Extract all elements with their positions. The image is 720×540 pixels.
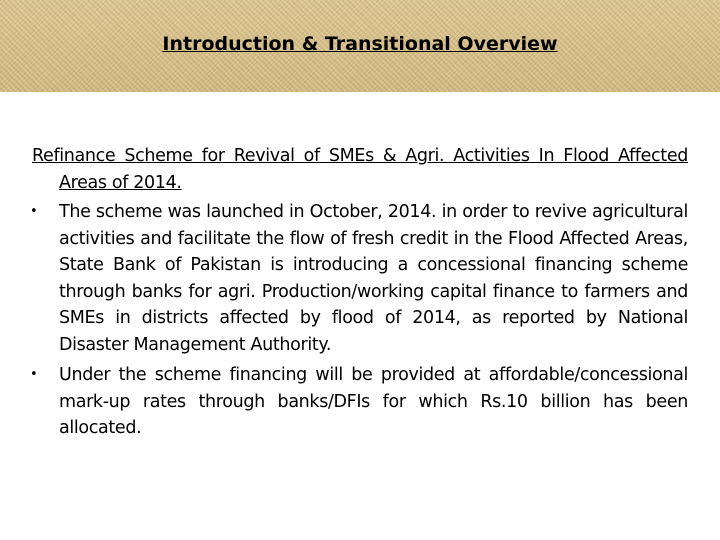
slide-body — [32, 143, 688, 446]
bullet-icon: • — [30, 204, 38, 219]
bullet-icon: • — [30, 367, 38, 382]
bullet-text: Under the scheme financing will be provided at affordable/concessional mark-up rates through banks/DFIs for which Rs.10 billion has been allocated. — [59, 365, 688, 438]
slide-title: Introduction & Transitional Overview — [162, 33, 558, 55]
scheme-heading: Refinance Scheme for Revival of SMEs & Agri. Activities In Flood Affected Areas of 2014. — [32, 146, 688, 193]
bullet-list — [32, 199, 688, 442]
bullet-item — [32, 362, 688, 442]
title-banner — [0, 0, 720, 92]
bullet-text: The scheme was launched in October, 2014. in order to revive agricultural activities and facilitate the flow of fresh credit in the Flood Affected Areas, State Bank of Pakistan is introducing a concessional financing scheme through banks for agri. Production/working capital finance to farmers and SMEs in districts affected by flood of 2014, as reported by National Disaster Management Authority. — [59, 202, 688, 355]
bullet-item — [32, 199, 688, 358]
